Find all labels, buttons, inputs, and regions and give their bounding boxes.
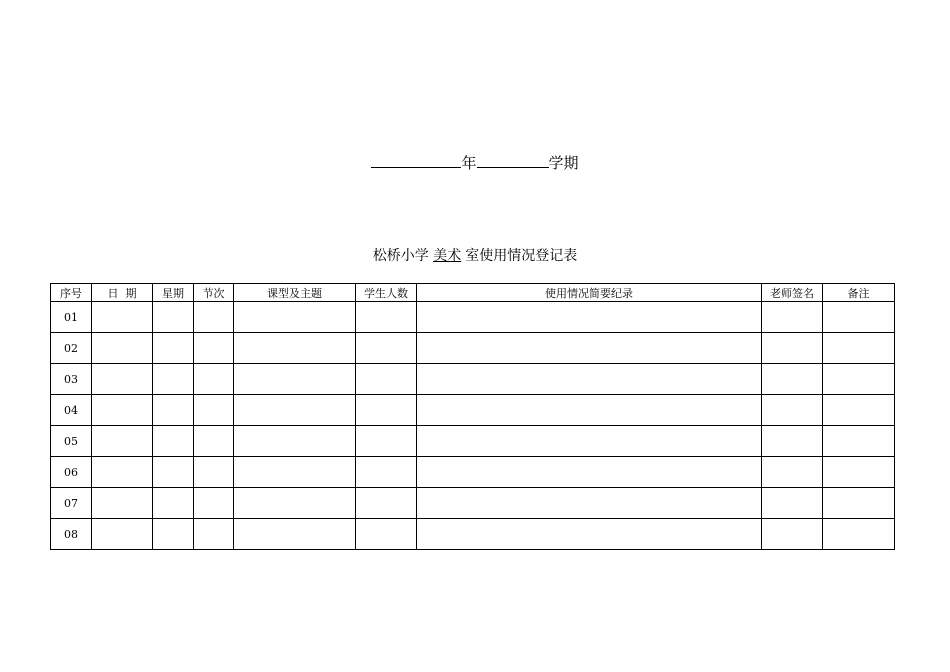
usage-notes-cell[interactable] [417,426,762,457]
weekday-cell[interactable] [153,302,194,333]
title-suffix: 室使用情况登记表 [465,248,578,264]
usage-notes-cell[interactable] [417,364,762,395]
remarks-cell[interactable] [823,395,895,426]
table-row [51,426,895,457]
lesson-topic-cell[interactable] [234,426,356,457]
period-cell[interactable] [194,426,234,457]
lesson-topic-cell[interactable] [234,395,356,426]
year-blank[interactable] [371,150,461,168]
teacher-signature-cell[interactable] [762,457,823,488]
student-count-cell[interactable] [356,364,417,395]
remarks-cell[interactable] [823,488,895,519]
weekday-cell[interactable] [153,426,194,457]
table-row [51,364,895,395]
subject-name: 美术 [433,248,462,264]
date-cell[interactable] [92,364,153,395]
student-count-cell[interactable] [356,488,417,519]
date-cell[interactable] [92,333,153,364]
teacher-signature-cell[interactable] [762,302,823,333]
student-count-cell[interactable] [356,395,417,426]
usage-notes-cell[interactable] [417,488,762,519]
row-index: 06 [51,457,92,488]
term-blank[interactable] [477,150,549,168]
weekday-cell[interactable] [153,395,194,426]
usage-log-table [50,283,895,550]
remarks-cell[interactable] [823,426,895,457]
col-header-weekday: 星期 [153,284,194,302]
table-row [51,488,895,519]
student-count-cell[interactable] [356,457,417,488]
term-line [0,150,950,173]
student-count-cell[interactable] [356,333,417,364]
col-header-period: 节次 [194,284,234,302]
col-header-lesson-topic: 课型及主题 [234,284,356,302]
usage-notes-cell[interactable] [417,457,762,488]
period-cell[interactable] [194,488,234,519]
col-header-teacher-signature: 老师签名 [762,284,823,302]
usage-notes-cell[interactable] [417,395,762,426]
period-cell[interactable] [194,364,234,395]
year-label: 年 [461,154,477,172]
table-row [51,302,895,333]
row-index: 05 [51,426,92,457]
school-name: 松桥小学 [372,248,429,264]
row-index: 01 [51,302,92,333]
col-header-remarks: 备注 [823,284,895,302]
date-cell[interactable] [92,395,153,426]
teacher-signature-cell[interactable] [762,364,823,395]
date-cell[interactable] [92,519,153,550]
row-index: 07 [51,488,92,519]
weekday-cell[interactable] [153,364,194,395]
period-cell[interactable] [194,519,234,550]
teacher-signature-cell[interactable] [762,519,823,550]
weekday-cell[interactable] [153,488,194,519]
period-cell[interactable] [194,457,234,488]
remarks-cell[interactable] [823,364,895,395]
period-cell[interactable] [194,395,234,426]
remarks-cell[interactable] [823,302,895,333]
student-count-cell[interactable] [356,519,417,550]
usage-notes-cell[interactable] [417,519,762,550]
col-header-date: 日 期 [92,284,153,302]
header-row [51,284,895,302]
student-count-cell[interactable] [356,426,417,457]
teacher-signature-cell[interactable] [762,333,823,364]
term-label: 学期 [548,154,579,172]
lesson-topic-cell[interactable] [234,302,356,333]
lesson-topic-cell[interactable] [234,488,356,519]
form-title [0,246,950,266]
date-cell[interactable] [92,488,153,519]
table-row [51,395,895,426]
teacher-signature-cell[interactable] [762,426,823,457]
teacher-signature-cell[interactable] [762,395,823,426]
remarks-cell[interactable] [823,457,895,488]
lesson-topic-cell[interactable] [234,333,356,364]
remarks-cell[interactable] [823,333,895,364]
table-row [51,519,895,550]
usage-notes-cell[interactable] [417,333,762,364]
row-index: 04 [51,395,92,426]
weekday-cell[interactable] [153,457,194,488]
col-header-index: 序号 [51,284,92,302]
lesson-topic-cell[interactable] [234,457,356,488]
weekday-cell[interactable] [153,333,194,364]
teacher-signature-cell[interactable] [762,488,823,519]
table-row [51,333,895,364]
remarks-cell[interactable] [823,519,895,550]
date-cell[interactable] [92,457,153,488]
row-index: 02 [51,333,92,364]
date-cell[interactable] [92,426,153,457]
lesson-topic-cell[interactable] [234,519,356,550]
row-index: 03 [51,364,92,395]
date-cell[interactable] [92,302,153,333]
student-count-cell[interactable] [356,302,417,333]
lesson-topic-cell[interactable] [234,364,356,395]
usage-notes-cell[interactable] [417,302,762,333]
period-cell[interactable] [194,333,234,364]
row-index: 08 [51,519,92,550]
weekday-cell[interactable] [153,519,194,550]
col-header-usage-notes: 使用情况简要纪录 [417,284,762,302]
table-row [51,457,895,488]
period-cell[interactable] [194,302,234,333]
col-header-student-count: 学生人数 [356,284,417,302]
